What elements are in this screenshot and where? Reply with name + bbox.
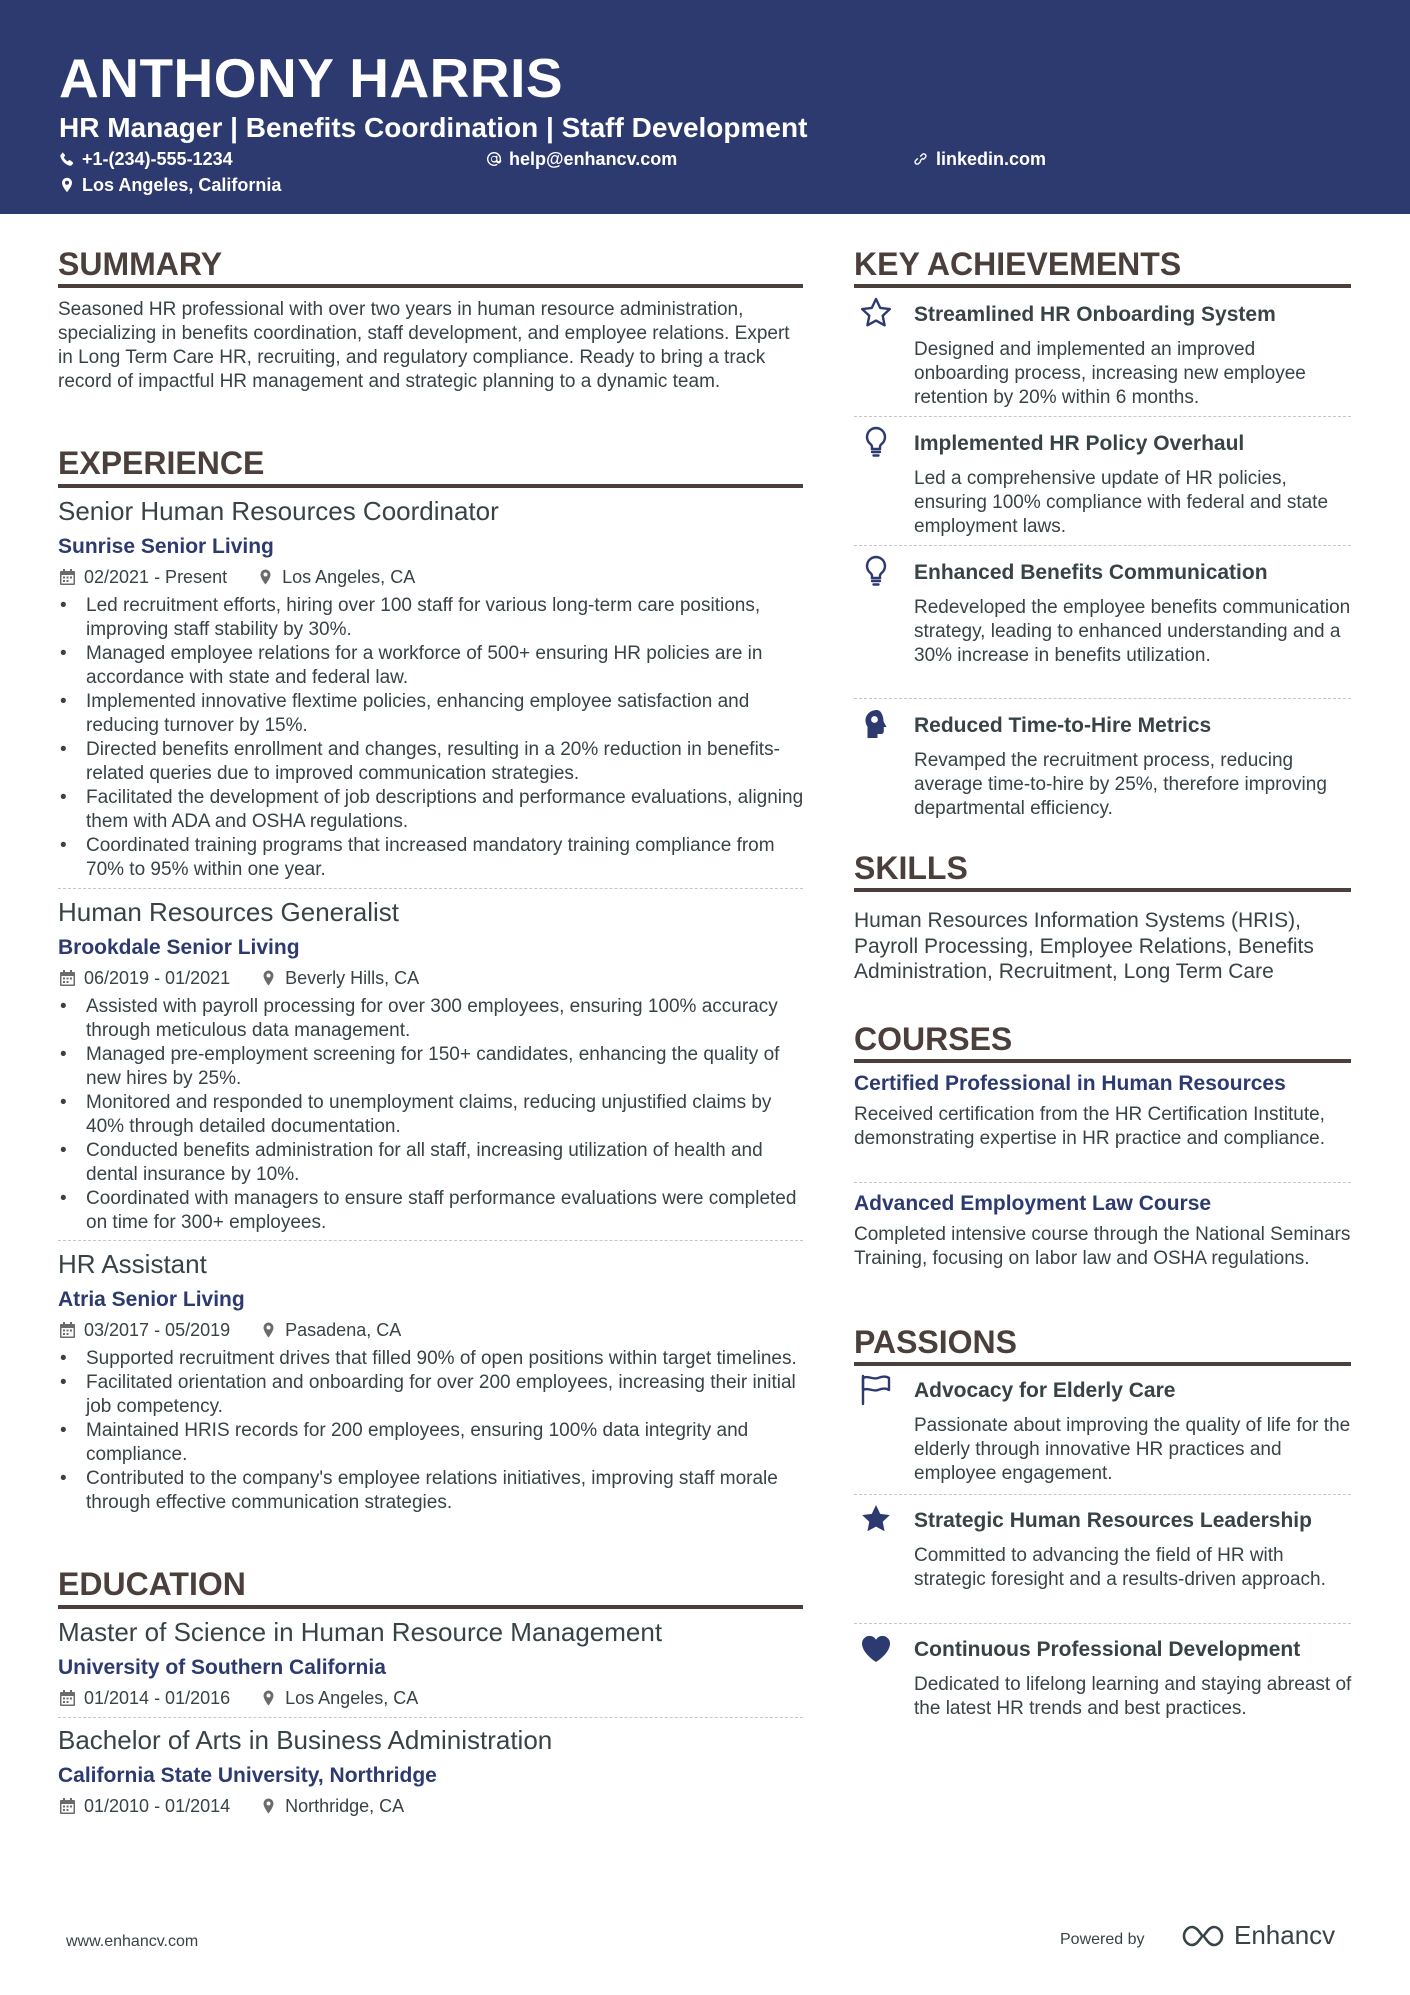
calendar-icon (60, 1798, 75, 1814)
job-location: Los Angeles, CA (282, 567, 416, 587)
job-meta (60, 566, 415, 588)
experience-heading: EXPERIENCE (58, 445, 265, 481)
passion-text: Passionate about improving the quality of life for the elderly through innovative HR practices and employee engagement. (914, 1415, 1351, 1484)
achievement-text: Led a comprehensive update of HR policies, ensuring 100% compliance with federal and state employment laws. (914, 468, 1329, 537)
head-brain-icon (859, 707, 893, 741)
list-item: • Assisted with payroll processing for over 300 employees, ensuring 100% accuracy through meticulous data management. (58, 995, 808, 1043)
list-item: • Conducted benefits administration for all staff, increasing utilization of health and dental insurance by 10%. (58, 1139, 808, 1187)
education-dates: 01/2010 - 01/2014 (84, 1796, 231, 1816)
job-location: Beverly Hills, CA (285, 968, 420, 988)
education-location: Northridge, CA (285, 1796, 405, 1816)
achievement-title: Implemented HR Policy Overhaul (914, 432, 1245, 455)
phone-text: +1-(234)-555-1234 (82, 149, 233, 169)
degree-title: Master of Science in Human Resource Management (58, 1617, 663, 1647)
flag-icon (859, 1372, 893, 1406)
contact-phone (59, 148, 233, 170)
passion-text: Committed to advancing the field of HR with strategic foresight and a results-driven approach. (914, 1545, 1326, 1590)
divider (854, 416, 1351, 417)
education-meta (60, 1687, 418, 1709)
link-icon (913, 151, 929, 167)
list-item: • Directed benefits enrollment and changes, resulting in a 20% reduction in benefits-related queries due to improved communication strategies. (58, 738, 808, 786)
job-company: Sunrise Senior Living (58, 535, 274, 558)
footer-website[interactable]: www.enhancv.com (66, 1933, 199, 1950)
achievement-text: Designed and implemented an improved onboarding process, increasing new employee retention by 20% within 6 months. (914, 339, 1306, 408)
location-pin-icon (258, 569, 273, 585)
list-item: • Monitored and responded to unemployment claims, reducing unjustified claims by 40% through detailed documentation. (58, 1091, 808, 1139)
passion-icon (856, 1372, 896, 1412)
passions-rule (854, 1362, 1351, 1366)
location-pin-icon (261, 970, 276, 986)
job-meta (60, 1319, 401, 1341)
divider (58, 1717, 803, 1718)
summary-heading: SUMMARY (58, 246, 223, 282)
course-title: Advanced Employment Law Course (854, 1192, 1212, 1215)
degree-title: Bachelor of Arts in Business Administration (58, 1725, 553, 1755)
candidate-name: ANTHONY HARRIS (59, 47, 564, 109)
course-text: Completed intensive course through the National Seminars Training, focusing on labor law and OSHA regulations. (854, 1224, 1351, 1269)
job-location: Pasadena, CA (285, 1320, 402, 1340)
summary-text: Seasoned HR professional with over two years in human resource administration, specializing in benefits coordination, staff development, and employee relations. Expert in Long Term Care HR, recruiting, and regulatory compliance. Ready to bring a track record of impactful HR management and strategic planning to a dynamic team. (58, 299, 790, 392)
job-bullets (58, 594, 808, 882)
list-item: • Coordinated with managers to ensure staff performance evaluations were completed on time for 300+ employees. (58, 1187, 808, 1235)
enhancv-logo-icon (1180, 1922, 1226, 1950)
location-pin-icon (261, 1322, 276, 1338)
achievement-icon (856, 425, 896, 465)
calendar-icon (60, 569, 75, 585)
job-dates: 02/2021 - Present (84, 567, 228, 587)
lightbulb-icon (859, 554, 893, 588)
job-role: Human Resources Generalist (58, 897, 400, 927)
list-item: • Implemented innovative flextime policies, enhancing employee satisfaction and reducing turnover by 15%. (58, 690, 808, 738)
divider (854, 1182, 1351, 1183)
list-item: • Maintained HRIS records for 200 employees, ensuring 100% data integrity and compliance. (58, 1419, 808, 1467)
list-item: • Supported recruitment drives that filled 90% of open positions within target timelines. (58, 1347, 808, 1371)
experience-rule (58, 484, 803, 488)
resume-header (0, 0, 1410, 214)
list-item: • Managed pre-employment screening for 150+ candidates, enhancing the quality of new hires by 25%. (58, 1043, 808, 1091)
divider (854, 545, 1351, 546)
location-text: Los Angeles, California (82, 175, 282, 195)
footer-brand: Enhancv (1234, 1920, 1336, 1950)
passion-title: Continuous Professional Development (914, 1638, 1301, 1661)
contact-linkedin[interactable] (913, 148, 1046, 170)
list-item: • Facilitated orientation and onboarding for over 200 employees, increasing their initial job competency. (58, 1371, 808, 1419)
education-heading: EDUCATION (58, 1566, 246, 1602)
location-pin-icon (261, 1798, 276, 1814)
location-pin-icon (261, 1690, 276, 1706)
education-rule (58, 1605, 803, 1609)
achievement-icon (856, 554, 896, 594)
heart-icon (859, 1631, 893, 1665)
divider (58, 1240, 803, 1241)
list-item: • Coordinated training programs that increased mandatory training compliance from 70% to 95% within one year. (58, 834, 808, 882)
education-dates: 01/2014 - 01/2016 (84, 1688, 231, 1708)
course-text: Received certification from the HR Certification Institute, demonstrating expertise in HR practice and compliance. (854, 1104, 1326, 1149)
lightbulb-icon (859, 425, 893, 459)
linkedin-text[interactable]: linkedin.com (936, 149, 1047, 169)
job-company: Brookdale Senior Living (58, 936, 300, 959)
star-outline-icon (859, 296, 893, 330)
calendar-icon (60, 1322, 75, 1338)
passion-text: Dedicated to lifelong learning and staying abreast of the latest HR trends and best practices. (914, 1674, 1352, 1719)
job-role: HR Assistant (58, 1249, 207, 1279)
achievements-rule (854, 284, 1351, 288)
candidate-title: HR Manager | Benefits Coordination | Staff Development (59, 112, 808, 143)
achievement-icon (856, 707, 896, 747)
achievement-icon (856, 296, 896, 336)
job-company: Atria Senior Living (58, 1288, 245, 1311)
calendar-icon (60, 1690, 75, 1706)
achievements-heading: KEY ACHIEVEMENTS (854, 246, 1182, 282)
passion-icon (856, 1631, 896, 1671)
school-name: California State University, Northridge (58, 1764, 437, 1787)
phone-icon (59, 151, 75, 167)
divider (58, 888, 803, 889)
course-title: Certified Professional in Human Resources (854, 1072, 1286, 1095)
divider (854, 1494, 1351, 1495)
job-role: Senior Human Resources Coordinator (58, 496, 499, 526)
contact-email[interactable] (486, 148, 677, 170)
job-bullets (58, 1347, 808, 1515)
skills-text: Human Resources Information Systems (HRIS), Payroll Processing, Employee Relations, Benefits Administration, Recruitment, Long Term Care (854, 909, 1314, 983)
footer-powered-by: Powered by (1060, 1931, 1145, 1948)
courses-heading: COURSES (854, 1021, 1013, 1057)
achievement-text: Revamped the recruitment process, reducing average time-to-hire by 25%, therefore improving departmental efficiency. (914, 750, 1327, 819)
summary-rule (58, 284, 803, 288)
divider (854, 698, 1351, 699)
education-meta (60, 1795, 404, 1817)
courses-rule (854, 1059, 1351, 1063)
job-meta (60, 967, 419, 989)
job-dates: 06/2019 - 01/2021 (84, 968, 231, 988)
enhancv-logo[interactable] (1180, 1920, 1335, 1951)
list-item: • Managed employee relations for a workforce of 500+ ensuring HR policies are in accordance with state and federal law. (58, 642, 808, 690)
skills-heading: SKILLS (854, 850, 968, 886)
at-icon (486, 151, 502, 167)
achievement-text: Redeveloped the employee benefits communication strategy, leading to enhanced understanding and a 30% increase in benefits utilization. (914, 597, 1351, 666)
list-item: • Contributed to the company's employee relations initiatives, improving staff morale through effective communication strategies. (58, 1467, 808, 1515)
star-filled-icon (859, 1502, 893, 1536)
list-item: • Led recruitment efforts, hiring over 100 staff for various long-term care positions, improving staff stability by 30%. (58, 594, 808, 642)
contact-location (59, 174, 281, 196)
achievement-title: Enhanced Benefits Communication (914, 561, 1268, 584)
list-item: • Facilitated the development of job descriptions and performance evaluations, aligning them with ADA and OSHA regulations. (58, 786, 808, 834)
job-dates: 03/2017 - 05/2019 (84, 1320, 231, 1340)
job-bullets (58, 995, 808, 1235)
skills-rule (854, 888, 1351, 892)
education-location: Los Angeles, CA (285, 1688, 419, 1708)
passion-title: Strategic Human Resources Leadership (914, 1509, 1312, 1532)
passion-icon (856, 1502, 896, 1542)
achievement-title: Streamlined HR Onboarding System (914, 303, 1276, 326)
school-name: University of Southern California (58, 1656, 386, 1679)
calendar-icon (60, 970, 75, 986)
location-pin-icon (59, 177, 75, 193)
passions-heading: PASSIONS (854, 1324, 1017, 1360)
divider (854, 1623, 1351, 1624)
passion-title: Advocacy for Elderly Care (914, 1379, 1176, 1402)
achievement-title: Reduced Time-to-Hire Metrics (914, 714, 1212, 737)
email-text[interactable]: help@enhancv.com (509, 149, 678, 169)
